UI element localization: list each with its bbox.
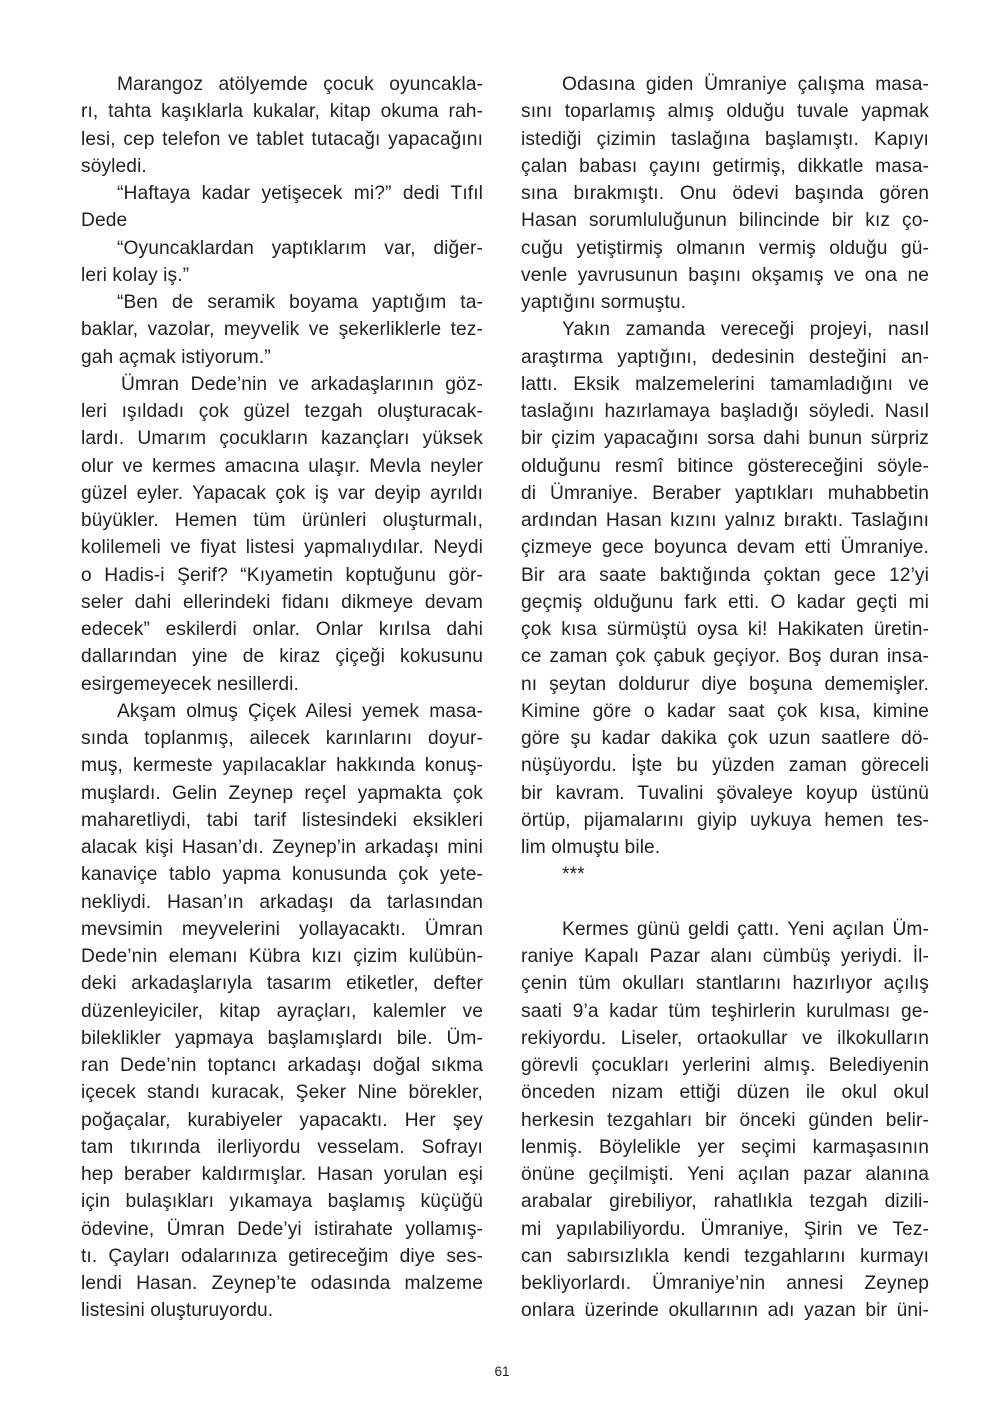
text-line: Bir ara saate baktığında çoktan gece 12’yi — [521, 564, 929, 586]
text-line: Kermes günü geldi çattı. Yeni açılan Üm- — [562, 918, 929, 940]
text-line: herkesin tezgahları bir önceki günden belir- — [521, 1109, 929, 1131]
text-line: bileklikler yapmaya başlamışlardı bile. Üm- — [81, 1027, 483, 1049]
text-line: lattı. Eksik malzemelerini tamamladığını ve — [521, 373, 929, 395]
text-line: içecek standı kuracak, Şeker Nine börekler, — [81, 1082, 483, 1104]
text-line: bekliyorlardı. Ümraniye’nin annesi Zeynep — [521, 1273, 929, 1294]
text-line: baklar, vazolar, meyvelik ve şekerliklerle tez- — [81, 319, 483, 341]
text-line: leri ışıldadı çok güzel tezgah oluşturacak- — [81, 401, 483, 422]
text-line: büyükler. Hemen tüm ürünleri oluşturmalı, — [81, 510, 483, 531]
page-number: 61 — [494, 1364, 510, 1379]
text-line: dallarından yine de kiraz çiçeği kokusunu — [81, 646, 483, 668]
text-line: onlara üzerinde okullarının adı yazan bir üni- — [521, 1300, 929, 1322]
text-line: Dede’nin elemanı Kübra kızı çizim kulübün- — [81, 946, 483, 967]
text-line: “Ben de seramik boyama yaptığım ta- — [117, 292, 483, 313]
text-line: nı şeytan doldurur diye boşuna dememişler. — [521, 673, 929, 695]
text-line: çizmeye gece boyunca devam etti Ümraniye. — [521, 537, 929, 559]
text-line: muşlardı. Gelin Zeynep reçel yapmakta çok — [81, 782, 483, 804]
text-line: söyledi. — [81, 155, 147, 177]
text-line: hep beraber kaldırmışlar. Hasan yorulan eşi — [81, 1164, 483, 1185]
text-line: rekiyordu. Liseler, ortaokullar ve ilkokulların — [521, 1027, 929, 1049]
text-line: cuğu yetiştirmiş olmanın vermiş olduğu gü- — [521, 237, 929, 259]
text-line: güzel eyler. Yapacak çok iş var deyip ayrıldı — [81, 482, 483, 504]
text-line: tam tıkırında ilerliyordu vesselam. Sofrayı — [81, 1136, 483, 1158]
text-line: bir kavram. Tuvalini şövaleye koyup üstünü — [521, 782, 929, 804]
text-line: alacak kişi Hasan’dı. Zeynep’in arkadaşı mini — [81, 837, 483, 858]
text-line: örtüp, pijamalarını giyip uykuya hemen tes- — [521, 809, 929, 831]
text-line: lim olmuştu bile. — [521, 837, 661, 858]
text-line: “Haftaya kadar yetişecek mi?” dedi Tıfıl — [117, 183, 483, 204]
text-line: arabalar girebiliyor, rahatlıkla tezgah dizili- — [521, 1191, 929, 1213]
section-break: *** — [562, 864, 585, 886]
text-line: kanaviçe tablo yapma konusunda çok yete- — [81, 864, 483, 886]
text-line: di Ümraniye. Beraber yaptıkları muhabbetin — [521, 482, 929, 504]
text-line: yaptığını sormuştu. — [521, 292, 687, 313]
text-line: lendi Hasan. Zeynep’te odasında malzeme — [81, 1273, 483, 1294]
text-line: önceden nizam ettiği düzen ile okul okul — [521, 1082, 929, 1104]
text-line: leri kolay iş.” — [81, 264, 190, 286]
text-line: görevli çocukları yerlerini almış. Belediyenin — [521, 1055, 929, 1076]
text-line: lesi, cep telefon ve tablet tutacağı yapacağını — [81, 128, 483, 150]
text-line: ran Dede’nin toptancı arkadaşı doğal sıkma — [81, 1055, 483, 1076]
text-line: olduğunu resmî bitince göstereceğini söyle- — [521, 455, 929, 477]
text-line: venle yavrusunun başını okşamış ve ona ne — [521, 264, 929, 286]
text-line: “Oyuncaklardan yaptıklarım var, diğer- — [117, 237, 483, 259]
text-line: Odasına giden Ümraniye çalışma masa- — [562, 74, 929, 95]
text-line: muş, kermeste yapılacaklar hakkında konuş- — [81, 755, 483, 777]
text-line: saati 9’a kadar tüm teşhirlerin kurulması ge- — [521, 1000, 929, 1022]
text-line: çenin tüm okulları stantlarını hazırlıyor açılış — [521, 973, 929, 995]
text-line: lardı. Umarım çocukların kazançları yüksek — [81, 428, 483, 450]
text-line: Hasan sorumluluğunun bilincinde bir kız ço- — [521, 210, 929, 232]
text-line: edecek” eskilerdi onlar. Onlar kırılsa dahi — [81, 619, 483, 640]
text-line: istediği çizimin taslağına başlamıştı. Kapıyı — [521, 128, 929, 150]
text-line: seler dahi ellerindeki fidanı dikmeye devam — [81, 591, 483, 613]
text-line: ce zaman çok çabuk geçiyor. Boş duran insa- — [521, 646, 929, 668]
text-line: Ümran Dede’nin ve arkadaşlarının göz- — [121, 373, 483, 395]
text-line: taslağını hazırlamaya başladığı söyledi. Nasıl — [521, 401, 929, 422]
text-line: düzenleyiciler, kitap ayraçları, kalemler ve — [81, 1000, 483, 1022]
text-line: çalan babası çayını getirmiş, dikkatle masa- — [521, 155, 929, 177]
text-line: geçmiş olduğunu fark etti. O kadar geçti mi — [521, 591, 929, 613]
text-line: göre şu kadar dakika çok uzun saatlere dö- — [521, 728, 929, 749]
text-line: ardından Hasan kızını yalnız bıraktı. Taslağını — [521, 510, 929, 531]
text-line: maharetliydi, tabi tarif listesindeki eksikleri — [81, 809, 483, 831]
text-line: Dede — [81, 210, 128, 232]
blank-line — [521, 889, 929, 916]
text-line: Akşam olmuş Çiçek Ailesi yemek masa- — [117, 700, 483, 722]
text-line: Marangoz atölyemde çocuk oyuncakla- — [117, 74, 483, 95]
text-line: listesini oluşturuyordu. — [81, 1300, 274, 1322]
text-line: rı, tahta kaşıklarla kukalar, kitap okuma rah- — [81, 101, 483, 123]
right-text-column — [521, 71, 929, 1325]
text-line: esirgemeyecek nesillerdi. — [81, 673, 299, 695]
left-text-column — [81, 71, 483, 1325]
text-line: çok kısa sürmüştü oysa ki! Hakikaten üretin- — [521, 619, 929, 640]
text-line: sında toplanmış, ailecek karınlarını doyur- — [81, 728, 483, 749]
text-line: lenmiş. Böylelikle yer seçimi karmaşasının — [521, 1136, 929, 1158]
text-line: için bulaşıkları yıkamaya başlamış küçüğü — [81, 1191, 483, 1213]
text-line: tı. Çayları odalarınıza getireceğim diye ses- — [81, 1245, 483, 1267]
text-line: Kimine göre o kadar saat çok kısa, kimine — [521, 700, 929, 722]
text-line: poğaçalar, kurabiyeler yapacaktı. Her şey — [81, 1109, 483, 1131]
text-line: can sabırsızlıkla kendi tezgahlarını kurmayı — [521, 1245, 929, 1267]
text-line: önüne geçilmişti. Yeni açılan pazar alanına — [521, 1164, 929, 1185]
text-line: kolilemeli ve fiyat listesi yapmalıydılar. Neydi — [81, 537, 483, 559]
text-line: sına bırakmıştı. Onu ödevi başında gören — [521, 183, 929, 204]
text-line: deki arkadaşlarıyla tasarım etiketler, defter — [81, 973, 483, 995]
text-line: mi yapılabiliyordu. Ümraniye, Şirin ve Tez- — [521, 1218, 929, 1240]
text-line: mevsimin meyvelerini yollayacaktı. Ümran — [81, 918, 483, 940]
text-line: bir çizim yapacağını sorsa dahi bunun sürpriz — [521, 428, 929, 450]
text-line: nekliydi. Hasan’ın arkadaşı da tarlasından — [81, 891, 483, 913]
text-line: nüşüyordu. İşte bu yüzden zaman göreceli — [521, 755, 929, 777]
text-line: raniye Kapalı Pazar alanı cümbüş yeriydi. İl- — [521, 946, 929, 967]
text-line: Yakın zamanda vereceği projeyi, nasıl — [562, 319, 929, 341]
text-line: araştırma yaptığını, dedesinin desteğini an- — [521, 346, 929, 368]
text-line: ödevine, Ümran Dede’yi istirahate yollamış- — [81, 1218, 483, 1240]
text-line: o Hadis-i Şerif? “Kıyametin koptuğunu gör- — [81, 564, 483, 586]
text-line: olur ve kermes amacına ulaşır. Mevla neyler — [81, 455, 483, 477]
text-line: gah açmak istiyorum.” — [81, 346, 271, 368]
text-line: sını toparlamış almış olduğu tuvale yapmak — [521, 101, 929, 123]
